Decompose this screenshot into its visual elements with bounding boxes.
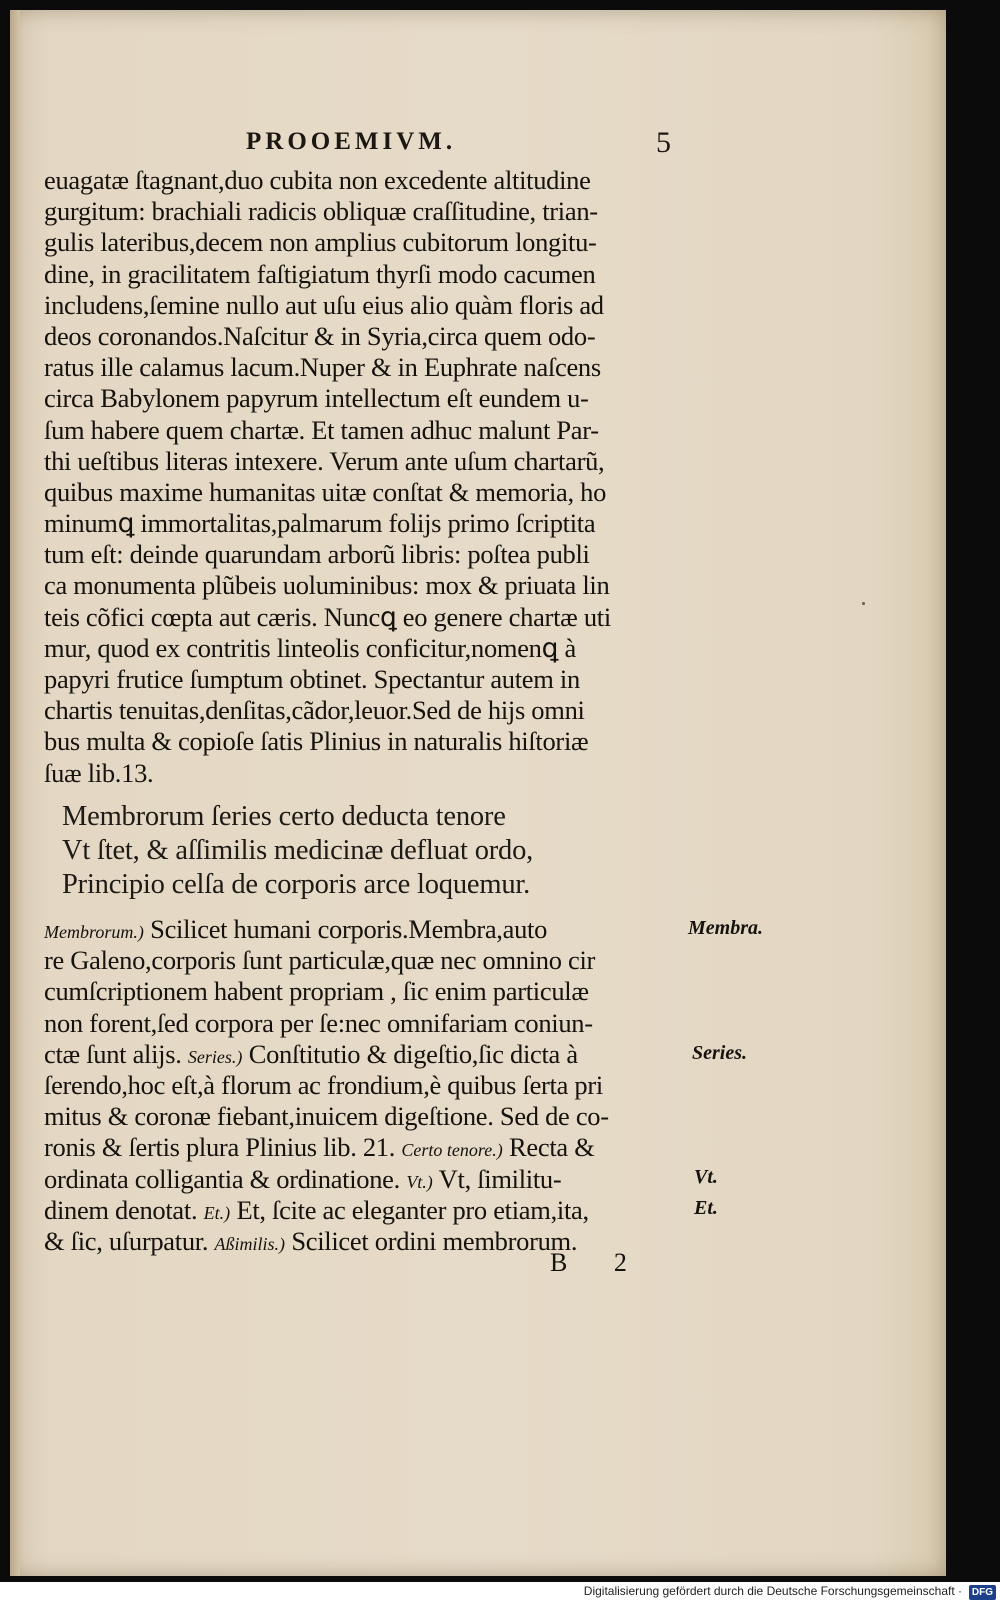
commentary-line: & ſic, uſurpatur. Aßimilis.) Scilicet ordini membrorum. xyxy=(44,1225,578,1256)
commentary xyxy=(44,914,684,1257)
commentary-line: dinem denotat. Et.) Et, ſcite ac eleganter pro etiam,ita, xyxy=(44,1194,589,1225)
prose-line: deos coronandos.Naſcitur & in Syria,circa quem odo- xyxy=(44,320,596,351)
commentary-line: ſerendo,hoc eſt,à florum ac frondium,è quibus ſerta pri xyxy=(44,1069,603,1100)
commentary-line: ronis & ſertis plura Plinius lib. 21. Certo tenore.) Recta & xyxy=(44,1132,595,1163)
prose-line: euagatæ ſtagnant,duo cubita non excedente altitudine xyxy=(44,165,591,195)
verse-line: Principio celſa de corporis arce loquemur. xyxy=(62,869,531,900)
prose-line: mur, quod ex contritis linteolis conficitur,nomenꝗ à xyxy=(44,632,576,663)
prose-line: ſuæ lib.13. xyxy=(44,757,154,788)
prose-line: papyri frutice ſumptum obtinet. Spectantur autem in xyxy=(44,664,580,694)
paper-speck xyxy=(862,602,865,605)
prose-line: bus multa & copioſe ſatis Plinius in naturalis hiſtoriæ xyxy=(44,726,589,757)
verse-line: Vt ſtet, & aſſimilis medicinæ defluat ordo, xyxy=(62,835,534,866)
prose-line: gulis lateribus,decem non amplius cubitorum longitu- xyxy=(44,227,597,258)
lemma: Et.) xyxy=(203,1202,231,1223)
prose-line: ca monumenta plũbeis uoluminibus: mox & priuata lin xyxy=(44,570,610,601)
lemma: Series.) xyxy=(187,1046,243,1067)
prose-line: dine, in gracilitatem faſtigiatum thyrſi modo cacumen xyxy=(44,258,596,289)
top-mark xyxy=(300,0,306,10)
signature-mark: B 2 xyxy=(550,1248,647,1277)
prose-line: ſum habere quem chartæ. Et tamen adhuc malunt Par- xyxy=(44,414,599,445)
marginal-note: Series. xyxy=(692,1042,747,1064)
lemma: Membrorum.) xyxy=(44,922,144,942)
page-number: 5 xyxy=(656,126,671,159)
prose-line: minumꝗ immortalitas,palmarum folijs primo ſcriptita xyxy=(44,508,596,539)
marginal-note: Vt. xyxy=(694,1166,718,1188)
prose-line: chartis tenuitas,denſitas,cãdor,leuor.Sed de hijs omni xyxy=(44,695,585,726)
prose-line: ratus ille calamus lacum.Nuper & in Euphrate naſcens xyxy=(44,352,601,383)
prose-line: thi ueſtibus literas intexere. Verum ante uſum chartarũ, xyxy=(44,445,605,476)
verse-line: Membrorum ſeries certo deducta tenore xyxy=(62,801,506,832)
commentary-line: non forent,ſed corpora per ſe:nec omnifariam coniun- xyxy=(44,1007,593,1038)
dfg-logo: DFG xyxy=(969,1585,996,1600)
commentary-line: mitus & coronæ fiebant,inuicem digeſtione. Sed de co- xyxy=(44,1101,609,1132)
book-page xyxy=(10,10,946,1576)
prose-line: includens,ſemine nullo aut uſu eius alio quàm floris ad xyxy=(44,289,604,320)
marginal-note: Et. xyxy=(694,1197,718,1219)
verse-block xyxy=(62,800,533,902)
footer-credit: Digitalisierung gefördert durch die Deutsche Forschungsgemeinschaft · xyxy=(583,1584,962,1598)
commentary-line: ctæ ſunt alijs. Series.) Conſtitutio & digeſtio,ſic dicta à xyxy=(44,1038,578,1069)
commentary-line: ordinata colligantia & ordinatione. Vt.) Vt, ſimilitu- xyxy=(44,1163,562,1194)
prose-line: gurgitum: brachiali radicis obliquæ craſſitudine, trian- xyxy=(44,196,598,227)
running-title: PROOEMIVM. xyxy=(246,128,457,155)
lemma: Vt.) xyxy=(406,1171,433,1192)
commentary-line: re Galeno,corporis ſunt particulæ,quæ nec omnino cir xyxy=(44,945,596,976)
prose-line: quibus maxime humanitas uitæ conſtat & memoria, ho xyxy=(44,476,607,507)
lemma: Certo tenore.) xyxy=(401,1140,503,1161)
prose-line: tum eſt: deinde quarundam arborũ libris: poſtea publi xyxy=(44,539,590,570)
prose-line: circa Babylonem papyrum intellectum eſt eundem u- xyxy=(44,383,589,414)
commentary-line: cumſcriptionem habent propriam , ſic enim particulæ xyxy=(44,976,589,1007)
lemma: Aßimilis.) xyxy=(214,1233,286,1254)
main-prose xyxy=(44,165,684,789)
page-gutter-edge xyxy=(10,10,20,1576)
marginal-note: Membra. xyxy=(688,917,763,939)
commentary-line: Membrorum.) Scilicet humani corporis.Membra,auto xyxy=(44,914,548,944)
footer-bar xyxy=(0,1582,1000,1604)
prose-line: teis cõfici cœpta aut cæris. Nuncꝗ eo genere chartæ uti xyxy=(44,601,611,632)
